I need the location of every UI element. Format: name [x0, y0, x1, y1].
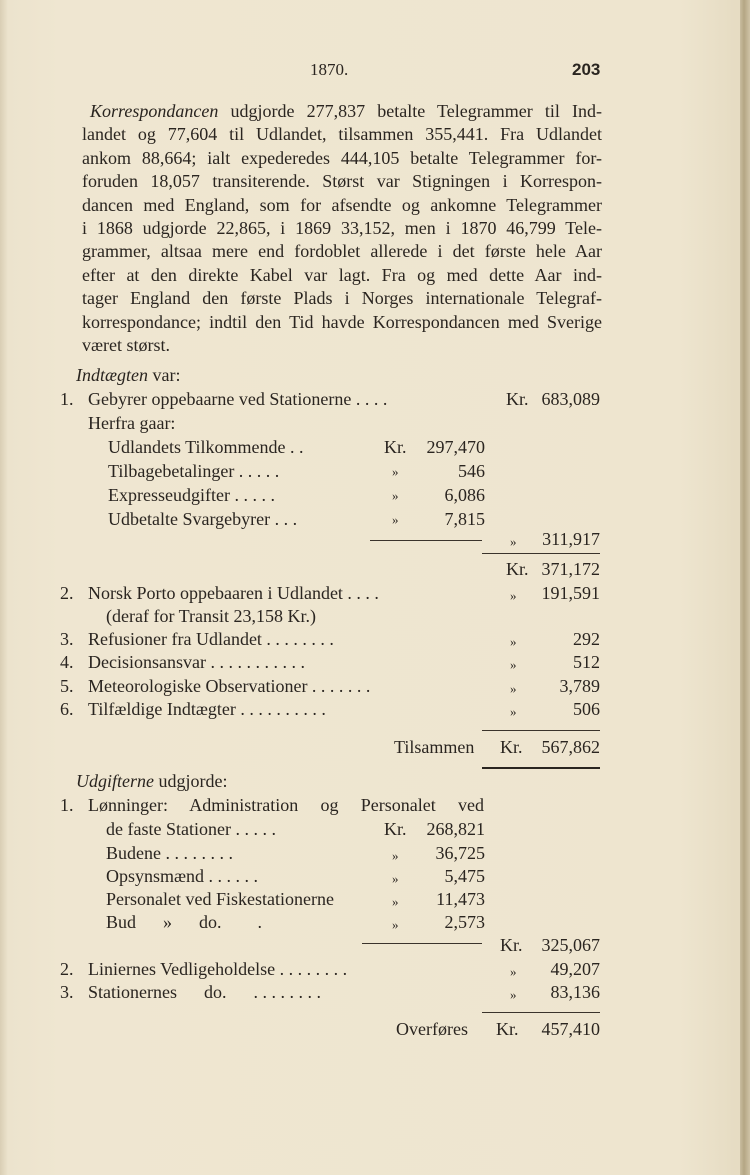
transit-note: (deraf for Transit 23,158 Kr.) — [106, 606, 316, 626]
expense-subitem-amount: 2,573 — [444, 912, 485, 932]
income-item-1-amount: 683,089 — [541, 389, 600, 409]
paragraph-line: landet og 77,604 til Udlandet, tilsammen 355,441. Fra Udlandet — [82, 124, 602, 145]
expenses-heading: Udgifterne udgjorde: — [76, 771, 228, 791]
expense-item-amount: 49,207 — [550, 959, 600, 979]
income-item-number: 5. — [60, 676, 74, 696]
expense-item-amount: 83,136 — [550, 982, 600, 1002]
paragraph-line: ankom 88,664; ialt expederedes 444,105 betalte Telegrammer for- — [82, 147, 602, 168]
paragraph-line: korrespondance; indtil den Tid havde Korrespondancen med Sverige — [82, 311, 602, 332]
deduction-total-mark: » — [510, 534, 517, 549]
paragraph-line: i 1868 udgjorde 22,865, i 1869 33,152, men i 1870 46,799 Tele- — [82, 217, 602, 238]
total-double-rule — [482, 767, 600, 769]
income-item-label: Decisionsansvar . . . . . . . . . . . — [88, 652, 305, 672]
deduction-mark: » — [392, 464, 399, 479]
income-item-number: 6. — [60, 699, 74, 719]
deduction-rule — [370, 540, 482, 541]
total-rule — [482, 730, 600, 731]
income-item-1-label: Gebyrer oppebaarne ved Stationerne . . . . — [88, 389, 388, 409]
herfra-label: Herfra gaar: — [88, 413, 176, 433]
page-edge — [740, 0, 750, 1175]
income-subtotal: 371,172 — [541, 559, 600, 579]
deduction-mark: » — [392, 512, 399, 527]
income-item-mark: » — [510, 681, 517, 696]
carry-label: Overføres — [396, 1019, 468, 1039]
income-item-mark: » — [510, 704, 517, 719]
income-item-amount: 506 — [573, 699, 600, 719]
deduction-label: Udlandets Tilkommende . . — [108, 437, 304, 457]
paragraph-line: Korrespondancen udgjorde 277,837 betalte Telegrammer til Ind- — [90, 101, 603, 121]
carry-total: 457,410 — [541, 1019, 600, 1039]
income-item-amount: 512 — [573, 652, 600, 672]
expense-item-number: 3. — [60, 982, 74, 1002]
expense-subitem-mark: » — [392, 848, 399, 863]
expense-subitem-amount: 268,821 — [426, 819, 485, 839]
deduction-amount: 297,470 — [426, 437, 485, 457]
expense-subitem-amount: 11,473 — [436, 889, 485, 909]
deduction-total: 311,917 — [542, 529, 600, 549]
expense-subitem-label: de faste Stationer . . . . . — [106, 819, 276, 839]
income-item-amount: 3,789 — [559, 676, 600, 696]
income-item-number: 2. — [60, 583, 74, 603]
deduction-mark: Kr. — [384, 437, 407, 457]
lead-italic: Korrespondancen — [90, 101, 219, 121]
income-item-label: Tilfældige Indtægter . . . . . . . . . . — [88, 699, 326, 719]
expense-subitem-amount: 5,475 — [444, 866, 485, 886]
expense-subitem-mark: » — [392, 917, 399, 932]
expense-subitem-mark: » — [392, 871, 399, 886]
income-heading: Indtægten var: — [76, 365, 181, 385]
expense-subitem-label: Personalet ved Fiskestationerne — [106, 889, 334, 909]
expense-subtotal: 325,067 — [541, 935, 600, 955]
income-total-label: Tilsammen — [394, 737, 475, 757]
running-header-year: 1870. — [310, 60, 349, 79]
expense-subitem-label: Opsynsmænd . . . . . . — [106, 866, 259, 886]
expense-item-number: 2. — [60, 959, 74, 979]
income-subtotal-currency: Kr. — [506, 559, 529, 579]
income-item-mark: » — [510, 657, 517, 672]
income-item-amount: 191,591 — [541, 583, 600, 603]
income-total: 567,862 — [541, 737, 600, 757]
deduction-amount: 7,815 — [444, 509, 485, 529]
paragraph-line: foruden 18,057 transiterende. Størst var Stigningen i Korrespon- — [82, 171, 602, 192]
paragraph-line: efter at den direkte Kabel var lagt. Fra og med dette Aar ind- — [82, 264, 602, 285]
deduction-label: Tilbagebetalinger . . . . . — [108, 461, 280, 481]
income-item-number: 4. — [60, 652, 74, 672]
paragraph-line: grammer, altsaa mere end fordoblet allerede i det første hele Aar — [82, 241, 602, 262]
expense-item-mark: » — [510, 987, 517, 1002]
body-paragraph — [82, 100, 602, 357]
expense-subtotal-currency: Kr. — [500, 935, 523, 955]
income-item-label: Norsk Porto oppebaaren i Udlandet . . . . — [88, 583, 379, 603]
income-item-label: Refusioner fra Udlandet . . . . . . . . — [88, 629, 334, 649]
deduction-amount: 6,086 — [444, 485, 485, 505]
income-item-mark: » — [510, 634, 517, 649]
expense-item-mark: » — [510, 964, 517, 979]
carry-currency: Kr. — [496, 1019, 519, 1039]
page-number: 203 — [572, 60, 601, 79]
deduction-mark: » — [392, 488, 399, 503]
deduction-label: Expresseudgifter . . . . . — [108, 485, 275, 505]
income-item-mark: » — [510, 588, 517, 603]
carry-rule — [482, 1012, 600, 1013]
income-item-label: Meteorologiske Observationer . . . . . . . — [88, 676, 371, 696]
deduction-amount: 546 — [458, 461, 485, 481]
income-item-amount: 292 — [573, 629, 600, 649]
expense-subitem-mark: Kr. — [384, 819, 407, 839]
income-item-1-currency: Kr. — [506, 389, 529, 409]
income-item-1-number: 1. — [60, 389, 74, 409]
paragraph-line: dancen med England, som for afsendte og ankomne Telegrammer — [82, 194, 602, 215]
income-total-currency: Kr. — [500, 737, 523, 757]
paragraph-line: været størst. — [82, 334, 170, 355]
expense-item-1-label: Lønninger: Administration og Personalet ved — [88, 795, 484, 815]
expense-subitem-mark: » — [392, 894, 399, 909]
expense-subitem-amount: 36,725 — [435, 843, 485, 863]
deduction-label: Udbetalte Svargebyrer . . . — [108, 509, 298, 529]
subtotal-rule — [482, 553, 600, 554]
expense-item-label: Stationernes do. . . . . . . . . — [88, 982, 321, 1002]
paragraph-line: tager England den første Plads i Norges internationale Telegraf- — [82, 288, 602, 309]
expense-item-1-number: 1. — [60, 795, 74, 815]
expense-subitem-label: Bud » do. . — [106, 912, 263, 932]
income-item-number: 3. — [60, 629, 74, 649]
expense-sub-rule — [362, 943, 482, 944]
expense-subitem-label: Budene . . . . . . . . — [106, 843, 233, 863]
expense-item-label: Liniernes Vedligeholdelse . . . . . . . . — [88, 959, 348, 979]
